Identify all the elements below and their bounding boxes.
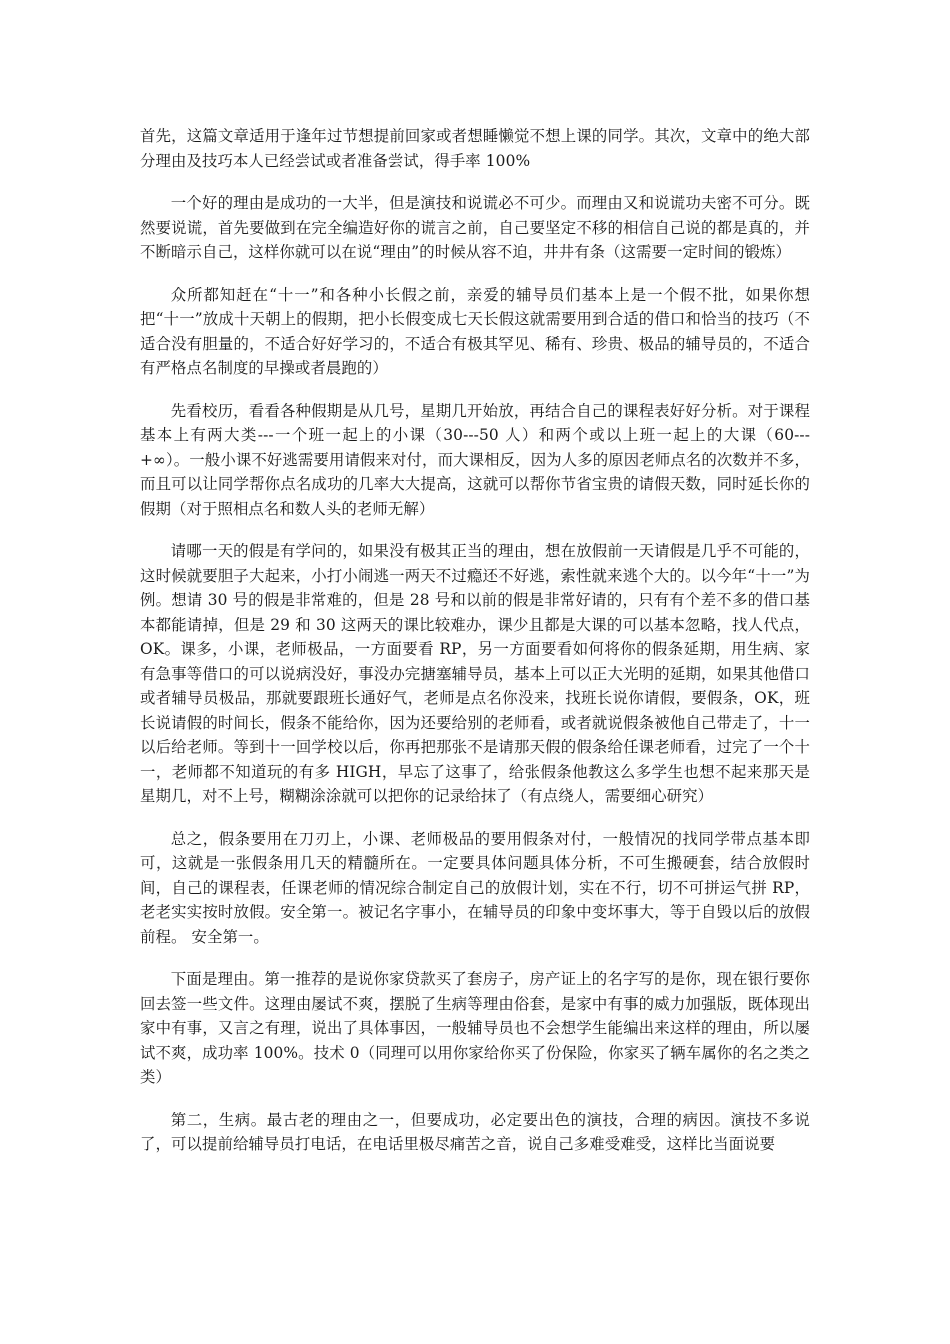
paragraph-holiday-background: 众所都知赶在“十一”和各种小长假之前，亲爱的辅导员们基本上是一个假不批，如果你想把“十一”放成十天朝上的假期，把小长假变成七天长假这就需要用到合适的借口和恰当的技巧（不适合没有胆量的，不适合好好学习的，不适合有极其罕见、稀有、珍贵、极品的辅导员的，不适合有严格点名制度的早操或者晨跑的） <box>140 285 810 377</box>
paragraph-reason-two: 第二，生病。最古老的理由之一，但要成功，必定要出色的演技，合理的病因。演技不多说了，可以提前给辅导员打电话，在电话里极尽痛苦之音，说自己多难受难受，这样比当面说要 <box>140 1110 810 1153</box>
paragraph-lying-skill: 一个好的理由是成功的一大半，但是演技和说谎必不可少。而理由又和说谎功夫密不可分。既然要说谎，首先要做到在完全编造好你的谎言之前，自己要坚定不移的相信自己说的都是真的，并不断暗示自己，这样你就可以在说“理由”的时候从容不迫，井井有条（这需要一定时间的锻炼） <box>140 194 810 261</box>
paragraph-which-day: 请哪一天的假是有学问的，如果没有极其正当的理由，想在放假前一天请假是几乎不可能的，这时候就要胆子大起来，小打小闹逃一两天不过瘾还不好逃，索性就来逃个大的。以今年“十一”为例。想请 30 号的假是非常难的，但是 28 号和以前的假是非常好请的，只有有个差不多的借口基本都能请掉，但是 29 和 30 这两天的课比较难办，课少且都是大课的可以基本忽略，找人代点，OK。课多，小课，老师极品，一方面要看 RP，另一方面要看如何将你的假条延期，用生病、家有急事等借口的可以说病没好，事没办完搪塞辅导员，基本上可以正大光明的延期，如果其他借口或者辅导员极品，那就要跟班长通好气，老师是点名你没来，找班长说你请假，要假条，OK，班长说请假的时间长，假条不能给你，因为还要给别的老师看，或者就说假条被他自己带走了，十一以后给老师。等到十一回学校以后，你再把那张不是请那天假的假条给任课老师看，过完了一个十一，老师都不知道玩的有多 HIGH，早忘了这事了，给张假条他教这么多学生也想不起来那天是星期几，对不上号，糊糊涂涂就可以把你的记录给抹了（有点绕人，需要细心研究） <box>140 542 810 805</box>
paragraph-intro: 首先，这篇文章适用于逢年过节想提前回家或者想睡懒觉不想上课的同学。其次，文章中的绝大部分理由及技巧本人已经尝试或者准备尝试，得手率 100% <box>140 127 810 170</box>
document-page <box>140 124 810 1175</box>
paragraph-reason-one: 下面是理由。第一推荐的是说你家贷款买了套房子，房产证上的名字写的是你，现在银行要你回去签一些文件。这理由屡试不爽，摆脱了生病等理由俗套，是家中有事的威力加强版，既体现出家中有事，又言之有理，说出了具体事因，一般辅导员也不会想学生能编出来这样的理由，所以屡试不爽，成功率 100%。技术 0（同理可以用你家给你买了份保险，你家买了辆车属你的名之类之类） <box>140 970 810 1086</box>
paragraph-summary: 总之，假条要用在刀刃上，小课、老师极品的要用假条对付，一般情况的找同学带点基本即可，这就是一张假条用几天的精髓所在。一定要具体问题具体分析，不可生搬硬套，结合放假时间，自己的课程表，任课老师的情况综合制定自己的放假计划，实在不行，切不可拼运气拼 RP，老老实实按时放假。安全第一。被记名字事小，在辅导员的印象中变坏事大，等于自毁以后的放假前程。 安全第一。 <box>140 829 810 946</box>
paragraph-school-calendar: 先看校历，看看各种假期是从几号，星期几开始放，再结合自己的课程表好好分析。对于课程基本上有两大类---一个班一起上的小课（30---50 人）和两个或以上班一起上的大课（60---+∞）。一般小课不好逃需要用请假来对付，而大课相反，因为人多的原因老师点名的次数并不多，而且可以让同学帮你点名成功的几率大大提高，这就可以帮你节省宝贵的请假天数，同时延长你的假期（对于照相点名和数人头的老师无解） <box>140 401 810 518</box>
